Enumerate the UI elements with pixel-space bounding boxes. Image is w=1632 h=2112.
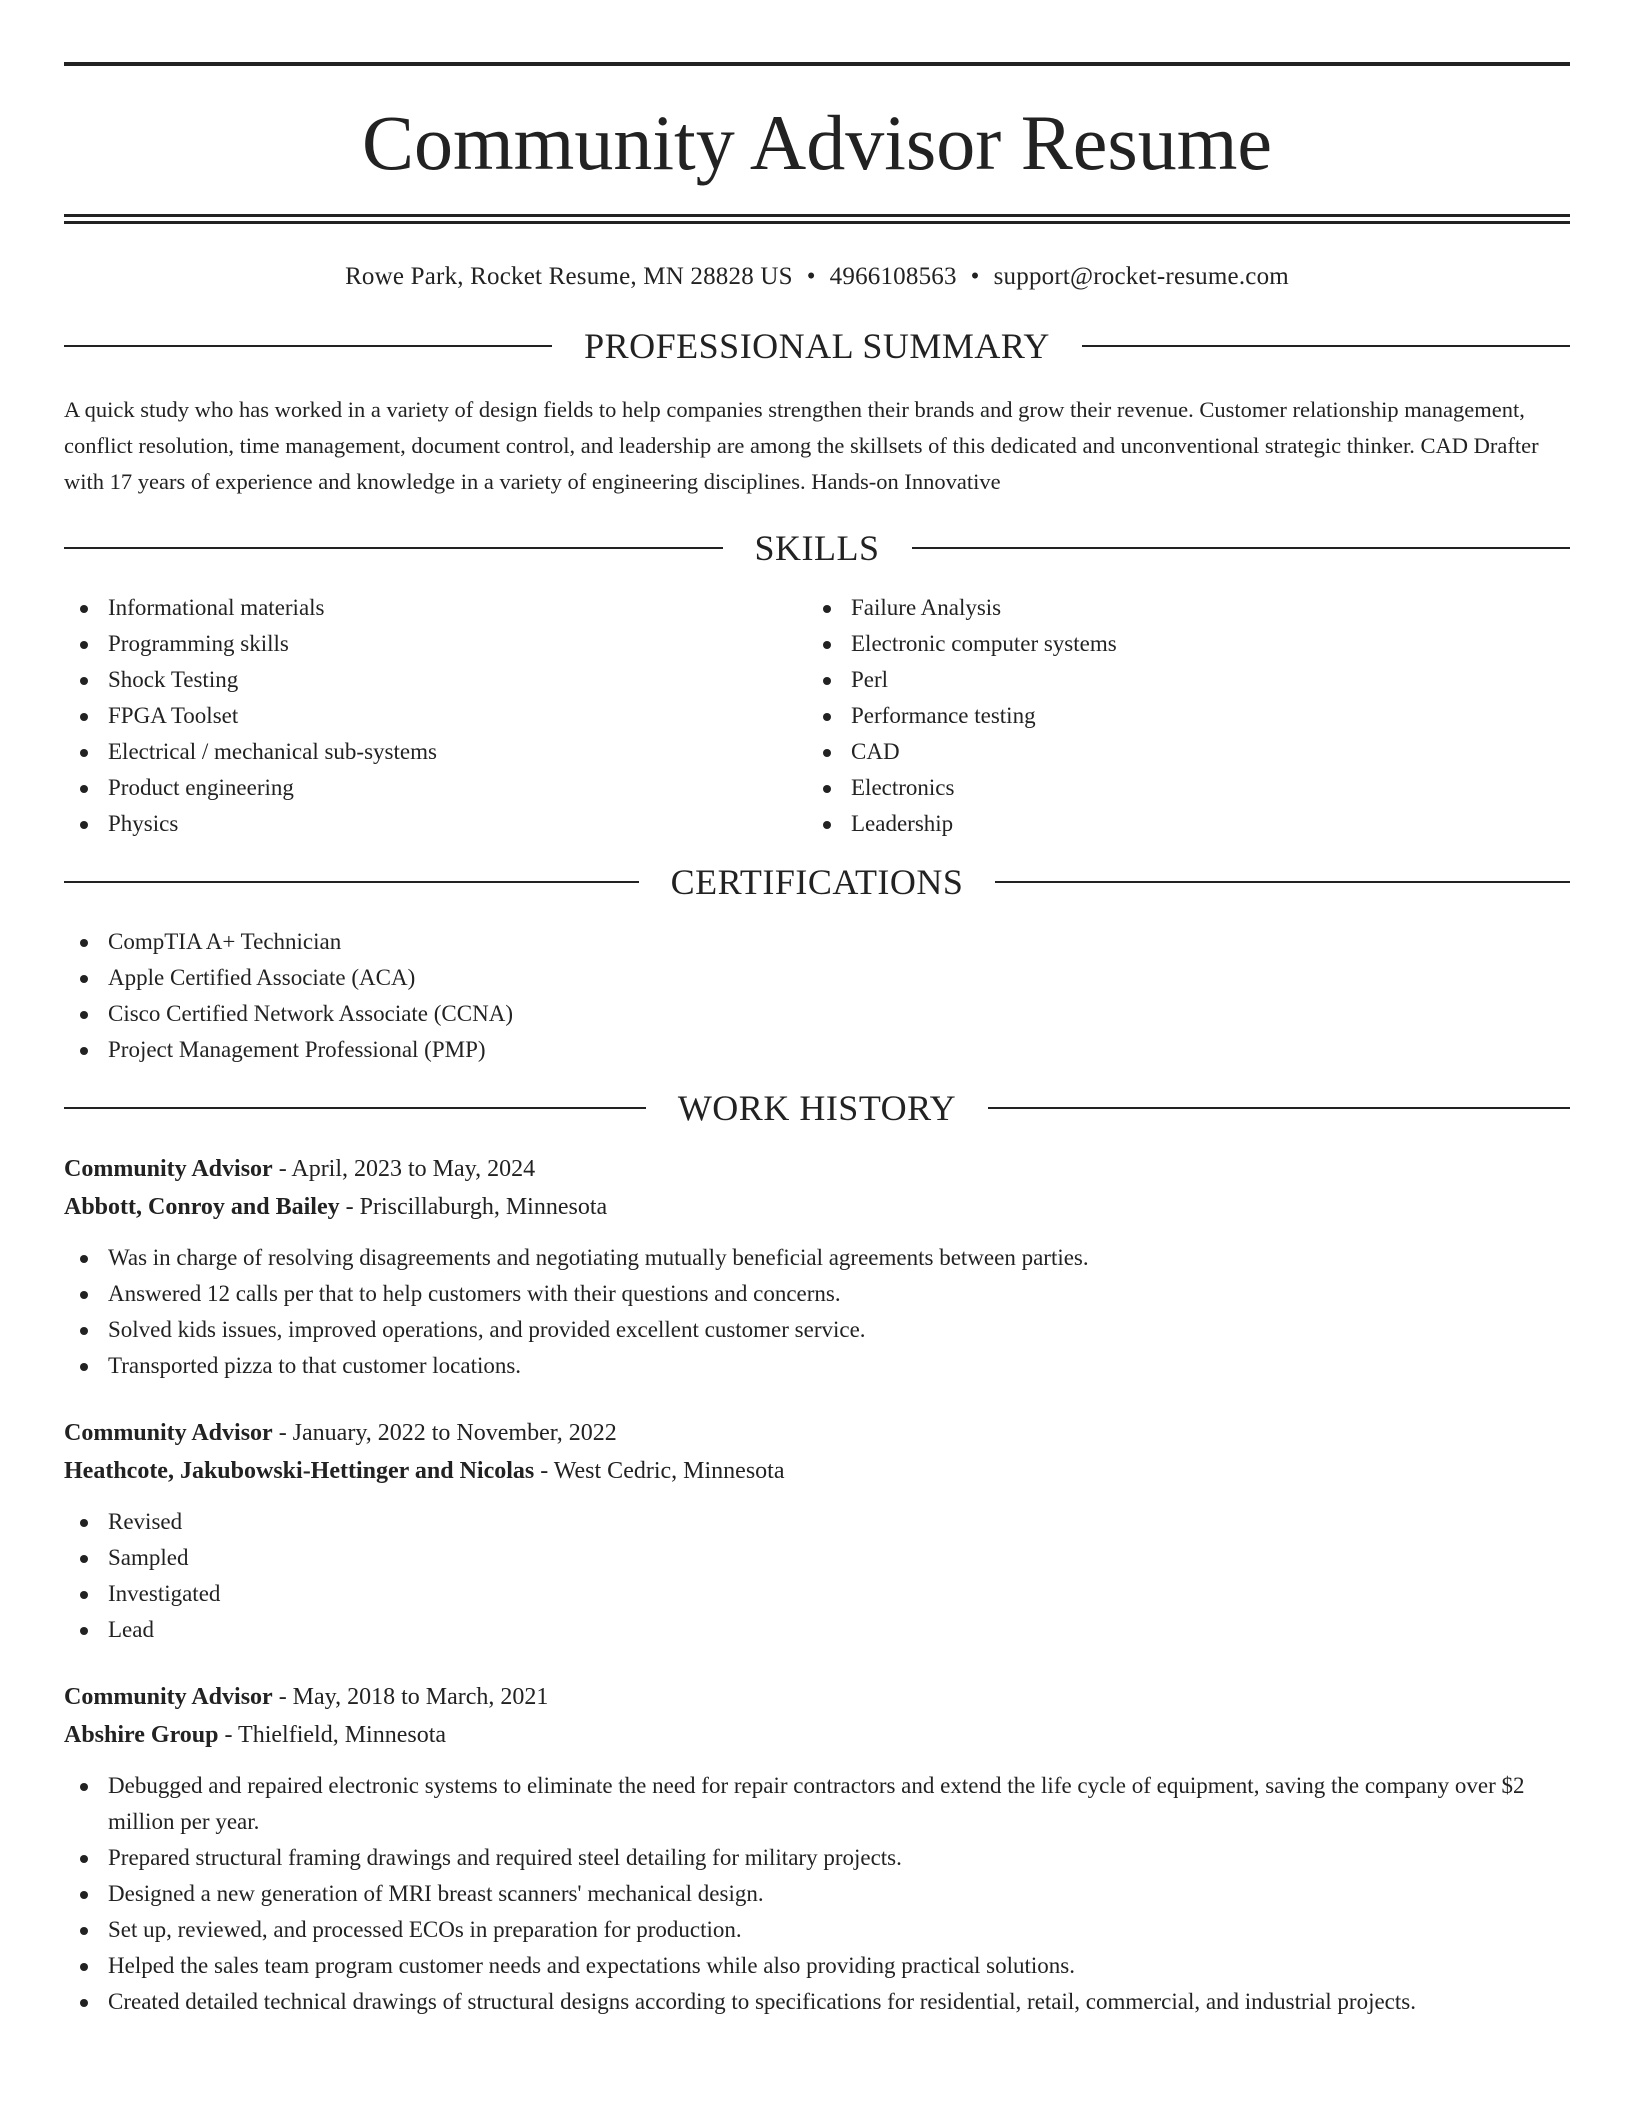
work-heading: WORK HISTORY (677, 1088, 957, 1128)
job-bullet: Designed a new generation of MRI breast scanners' mechanical design. (64, 1876, 1570, 1912)
job-bullet: Prepared structural framing drawings and required steel detailing for military projects. (64, 1840, 1570, 1876)
heading-rule-left (64, 881, 639, 883)
contact-separator: • (806, 263, 816, 290)
certification-item: Project Management Professional (PMP) (64, 1032, 1570, 1068)
heading-rule-right (912, 547, 1571, 549)
skill-item: Physics (64, 806, 807, 842)
contact-phone: 4966108563 (829, 263, 957, 290)
heading-rule-right (1082, 345, 1570, 347)
skill-item: Product engineering (64, 770, 807, 806)
skill-item: Informational materials (64, 590, 807, 626)
heading-rule-left (64, 345, 552, 347)
job-bullet: Transported pizza to that customer locations. (64, 1348, 1570, 1384)
job-bullet: Was in charge of resolving disagreements and negotiating mutually beneficial agreements between parties. (64, 1240, 1570, 1276)
job-location: - Priscillaburgh, Minnesota (339, 1194, 608, 1220)
job-bullet: Debugged and repaired electronic systems to eliminate the need for repair contractors and extend the life cycle of equipment, saving the company over $2 million per year. (64, 1768, 1570, 1840)
summary-text: A quick study who has worked in a variety of design fields to help companies strengthen their brands and grow their revenue. Customer relationship management, conflict resolution, time management, document control, and leadership are among the skillsets of this dedicated and unconventional strategic thinker. CAD Drafter with 17 years of experience and knowledge in a variety of engineering disciplines. Hands-on Innovative (64, 397, 1539, 494)
heading-rule-right (995, 881, 1570, 883)
job-bullet: Solved kids issues, improved operations, and provided excellent customer service. (64, 1312, 1570, 1348)
skill-item: Electronic computer systems (807, 626, 1550, 662)
job-title-line (64, 1678, 1570, 1716)
skill-item: Performance testing (807, 698, 1550, 734)
heading-rule-left (64, 1107, 646, 1109)
certifications-list (64, 924, 1570, 1068)
skill-item: Electrical / mechanical sub-systems (64, 734, 807, 770)
job-title: Community Advisor (64, 1420, 273, 1446)
contact-line (64, 260, 1570, 294)
skills-grid (64, 590, 1570, 842)
summary-heading: PROFESSIONAL SUMMARY (584, 326, 1050, 366)
job-dates: - April, 2023 to May, 2024 (272, 1156, 536, 1182)
job-bullet: Investigated (64, 1576, 1570, 1612)
skill-item: FPGA Toolset (64, 698, 807, 734)
top-rule (64, 62, 1570, 66)
job-dates: - January, 2022 to November, 2022 (272, 1420, 617, 1446)
resume-page (64, 62, 1570, 2020)
job-entry (64, 1150, 1570, 1384)
job-title: Community Advisor (64, 1156, 273, 1182)
title-double-rule (64, 214, 1570, 224)
job-company: Heathcote, Jakubowski-Hettinger and Nicolas (64, 1458, 535, 1484)
skill-item: Shock Testing (64, 662, 807, 698)
job-bullet: Revised (64, 1504, 1570, 1540)
skill-item: Failure Analysis (807, 590, 1550, 626)
job-bullet: Answered 12 calls per that to help customers with their questions and concerns. (64, 1276, 1570, 1312)
certification-item: Apple Certified Associate (ACA) (64, 960, 1570, 996)
job-bullet: Created detailed technical drawings of structural designs according to specifications for residential, retail, commercial, and industrial projects. (64, 1984, 1570, 2020)
skills-heading: SKILLS (754, 528, 880, 568)
job-entry (64, 1678, 1570, 2020)
skill-item: Leadership (807, 806, 1550, 842)
job-location: - Thielfield, Minnesota (218, 1722, 447, 1748)
job-bullet: Lead (64, 1612, 1570, 1648)
job-company: Abshire Group (64, 1722, 219, 1748)
skills-list-right (807, 590, 1550, 842)
job-bullet: Sampled (64, 1540, 1570, 1576)
work-heading-row (64, 1090, 1570, 1126)
skill-item: CAD (807, 734, 1550, 770)
job-company-line (64, 1716, 1570, 1754)
contact-address: Rowe Park, Rocket Resume, MN 28828 US (345, 263, 793, 290)
job-bullets (64, 1240, 1570, 1384)
contact-email: support@rocket-resume.com (993, 263, 1289, 290)
resume-title: Community Advisor Resume (361, 99, 1273, 186)
certification-item: CompTIA A+ Technician (64, 924, 1570, 960)
job-title-line (64, 1414, 1570, 1452)
job-location: - West Cedric, Minnesota (534, 1458, 785, 1484)
skill-item: Perl (807, 662, 1550, 698)
job-title-line (64, 1150, 1570, 1188)
heading-rule-left (64, 547, 723, 549)
job-company-line (64, 1452, 1570, 1490)
skills-list-left (64, 590, 807, 842)
job-dates: - May, 2018 to March, 2021 (272, 1684, 549, 1710)
skills-heading-row (64, 530, 1570, 566)
contact-separator: • (970, 263, 980, 290)
certifications-heading: CERTIFICATIONS (670, 862, 964, 902)
job-entry (64, 1414, 1570, 1648)
job-company: Abbott, Conroy and Bailey (64, 1194, 340, 1220)
summary-heading-row (64, 328, 1570, 364)
heading-rule-right (988, 1107, 1570, 1109)
skill-item: Programming skills (64, 626, 807, 662)
job-bullet: Helped the sales team program customer needs and expectations while also providing practical solutions. (64, 1948, 1570, 1984)
job-bullet: Set up, reviewed, and processed ECOs in preparation for production. (64, 1912, 1570, 1948)
certification-item: Cisco Certified Network Associate (CCNA) (64, 996, 1570, 1032)
skill-item: Electronics (807, 770, 1550, 806)
job-title: Community Advisor (64, 1684, 273, 1710)
job-bullets (64, 1768, 1570, 2020)
job-company-line (64, 1188, 1570, 1226)
certifications-heading-row (64, 864, 1570, 900)
job-bullets (64, 1504, 1570, 1648)
